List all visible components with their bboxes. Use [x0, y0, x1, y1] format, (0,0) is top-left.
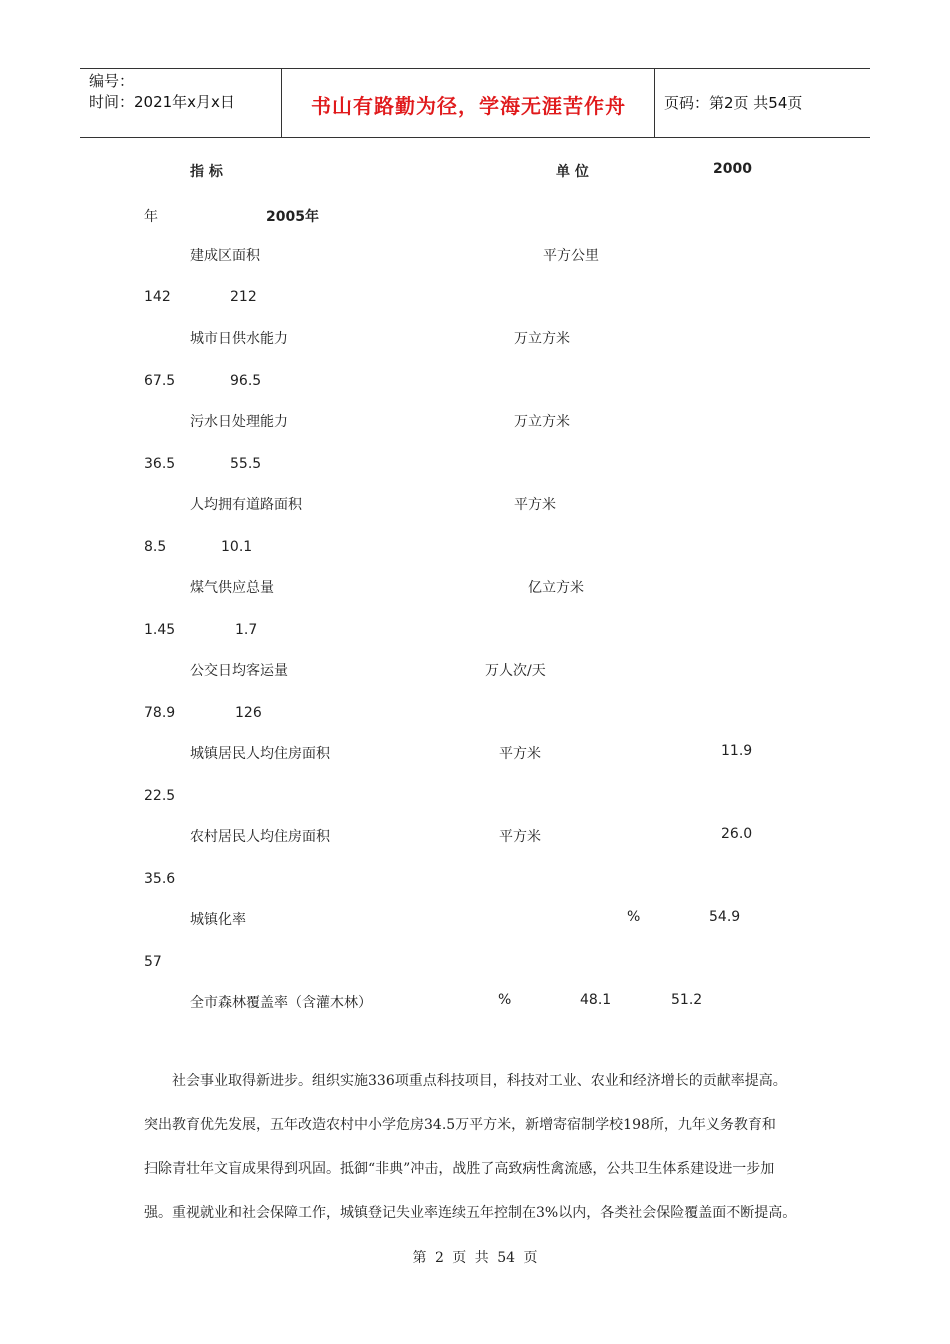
header-divider	[654, 69, 655, 137]
row-name: 建成区面积	[190, 248, 260, 264]
row-value-2000: 54.9	[709, 909, 741, 925]
row-value-2000: 8.5	[144, 539, 167, 555]
row-unit: 平方米	[499, 746, 541, 762]
row-value-2005: 55.5	[230, 456, 262, 472]
row-unit: 平方公里	[543, 248, 599, 264]
header-motto: 书山有路勤为径，学海无涯苦作舟	[311, 94, 626, 118]
col-2000-header: 2000	[713, 161, 752, 177]
paragraph-line: 突出教育优先发展，五年改造农村中小学危房34.5万平方米，新增寄宿制学校198所，九年义务教育和	[144, 1117, 776, 1133]
row-name: 城镇居民人均住房面积	[190, 746, 330, 762]
row-value-2000: 78.9	[144, 705, 176, 721]
page-header	[80, 68, 870, 138]
paragraph-line: 强。重视就业和社会保障工作，城镇登记失业率连续五年控制在3%以内，各类社会保险覆盖面不断提高。	[144, 1205, 797, 1221]
col-indicator-header: 指 标	[190, 164, 223, 180]
row-value-2000: 48.1	[580, 992, 612, 1008]
row-unit: 万立方米	[514, 331, 570, 347]
row-value-2005: 51.2	[671, 992, 703, 1008]
header-meta	[89, 71, 235, 113]
row-value-2000: 142	[144, 289, 171, 305]
row-value-2000: 26.0	[721, 826, 753, 842]
row-value-2005: 1.7	[235, 622, 258, 638]
row-value-2000: 67.5	[144, 373, 176, 389]
row-value-2000: 1.45	[144, 622, 176, 638]
row-value-2005: 126	[235, 705, 262, 721]
row-value-2005: 212	[230, 289, 257, 305]
paragraph-line: 社会事业取得新进步。组织实施336项重点科技项目，科技对工业、农业和经济增长的贡献率提高。	[172, 1073, 787, 1089]
col-unit-header: 单 位	[556, 164, 589, 180]
row-unit: 万立方米	[514, 414, 570, 430]
row-value-2000: 36.5	[144, 456, 176, 472]
row-value-2005: 22.5	[144, 788, 176, 804]
row-name: 城镇化率	[190, 912, 246, 928]
row-unit: %	[627, 909, 641, 925]
row-unit: 亿立方米	[528, 580, 584, 596]
row-unit: 平方米	[514, 497, 556, 513]
row-unit: %	[498, 992, 512, 1008]
row-name: 煤气供应总量	[190, 580, 274, 596]
col-2000-suffix: 年	[144, 209, 158, 225]
header-page-label: 页码：第2页 共54页	[664, 94, 803, 112]
row-value-2005: 10.1	[221, 539, 253, 555]
body-paragraph	[144, 1059, 824, 1235]
row-name: 公交日均客运量	[190, 663, 288, 679]
row-value-2005: 96.5	[230, 373, 262, 389]
row-name: 全市森林覆盖率（含灌木林）	[190, 995, 372, 1011]
row-value-2005: 57	[144, 954, 162, 970]
paragraph-line: 扫除青壮年文盲成果得到巩固。抵御“非典”冲击，战胜了高致病性禽流感，公共卫生体系建设进一步加	[144, 1161, 775, 1177]
row-name: 农村居民人均住房面积	[190, 829, 330, 845]
time-label: 时间：2021年x月x日	[89, 93, 235, 111]
serial-label: 编号：	[89, 72, 135, 90]
row-unit: 万人次/天	[485, 663, 546, 679]
row-name: 城市日供水能力	[190, 331, 288, 347]
col-2005-header: 2005年	[266, 209, 319, 225]
row-value-2005: 35.6	[144, 871, 176, 887]
page-footer: 第 2 页 共 54 页	[412, 1250, 538, 1266]
row-name: 污水日处理能力	[190, 414, 288, 430]
row-value-2000: 11.9	[721, 743, 753, 759]
row-unit: 平方米	[499, 829, 541, 845]
row-name: 人均拥有道路面积	[190, 497, 302, 513]
